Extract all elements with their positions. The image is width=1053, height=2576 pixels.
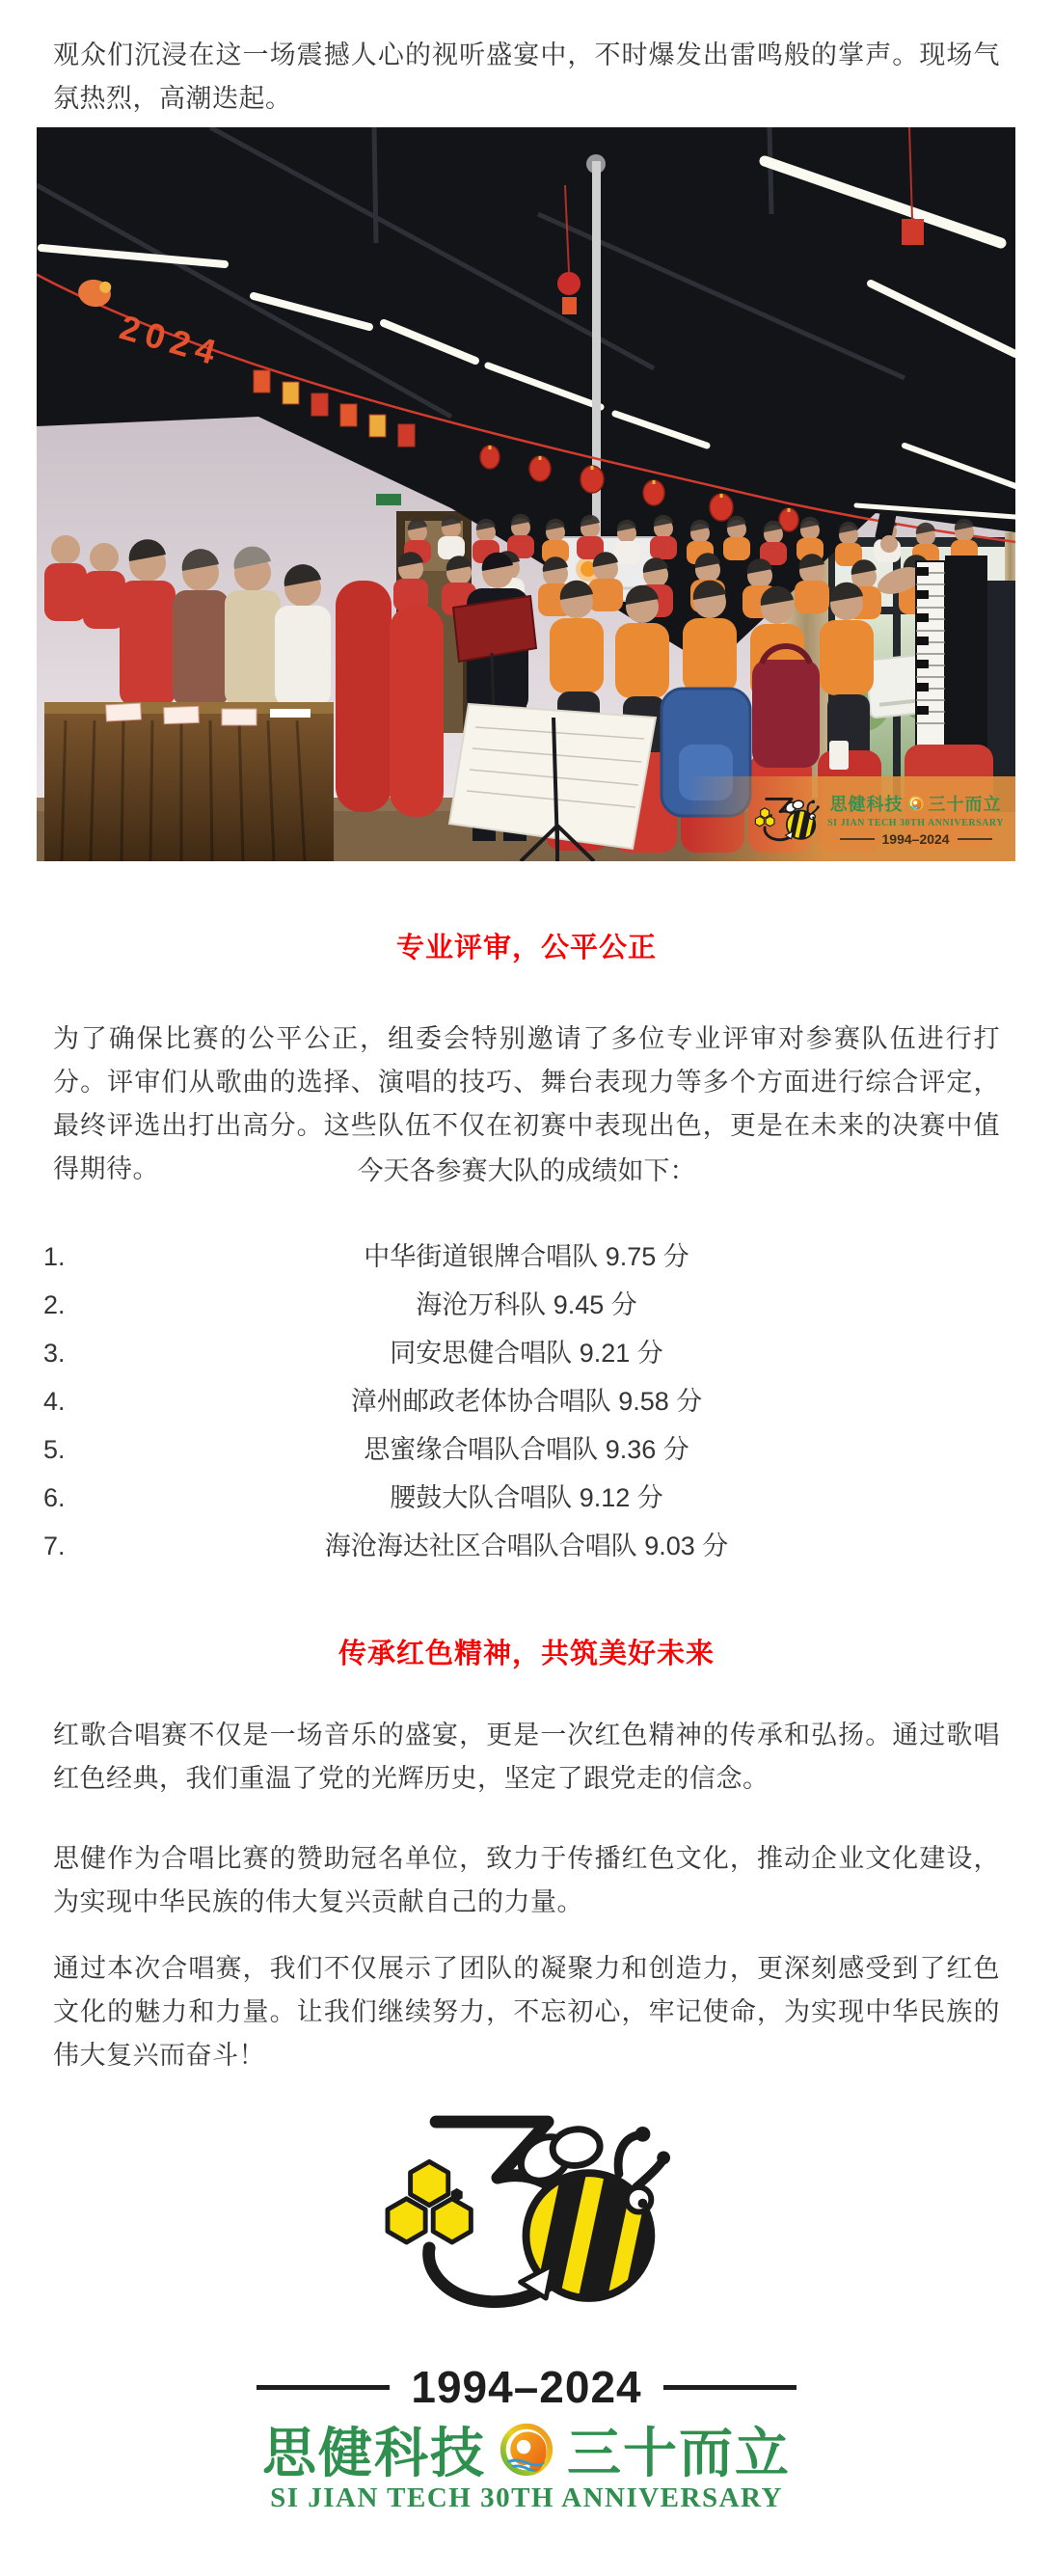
list-item-text: 海沧万科队 9.45 分: [416, 1290, 637, 1319]
red-chairs: [336, 581, 444, 817]
watermark-brand-en: SI JIAN TECH 30TH ANNIVERSARY: [827, 818, 1004, 828]
list-item-text: 同安思健合唱队 9.21 分: [390, 1339, 663, 1368]
banner-2024: 2024: [115, 307, 228, 374]
list-item-number: 3.: [43, 1339, 66, 1368]
list-item: [0, 1329, 1053, 1377]
rule-right: [958, 838, 992, 840]
list-item: [0, 1425, 1053, 1474]
rule-left: [256, 2385, 390, 2390]
paragraph-legacy: 红歌合唱赛不仅是一场音乐的盛宴，更是一次红色精神的传承和弘扬。通过歌唱红色经典，我们重温了党的光辉历史，坚定了跟党走的信念。: [53, 1721, 1000, 1793]
rule-left: [840, 838, 875, 840]
list-item: [0, 1281, 1053, 1329]
brand-line: [0, 2411, 1053, 2488]
list-item-number: 7.: [43, 1532, 66, 1560]
paragraph-applause: 观众们沉浸在这一场震撼人心的视听盛宴中，不时爆发出雷鸣般的掌声。现场气氛热烈，高潮迭起。: [53, 41, 1000, 113]
photo-watermark: [688, 776, 1015, 861]
list-item: [0, 1474, 1053, 1522]
paragraph-sponsor: 思健作为合唱比赛的赞助冠名单位，致力于传播红色文化，推动企业文化建设，为实现中华民族的伟大复兴贡献自己的力量。: [53, 1844, 1000, 1916]
bee-30-logo-small: [754, 796, 820, 843]
section-heading-legacy: 传承红色精神，共筑美好未来: [338, 1639, 715, 1670]
list-item-number: 4.: [43, 1387, 66, 1416]
list-item-text: 思蜜缘合唱队合唱队 9.36 分: [364, 1435, 689, 1464]
watermark-years: 1994–2024: [881, 831, 950, 847]
list-item: [0, 1233, 1053, 1281]
brand-cn-left: 思健科技: [262, 2423, 486, 2483]
event-photo[interactable]: [37, 127, 1015, 861]
sphere-icon: [908, 796, 924, 811]
paragraph-closing: 通过本次合唱赛，我们不仅展示了团队的凝聚力和创造力，更深刻感受到了红色文化的魅力和力量。让我们继续努力，不忘初心，牢记使命，为实现中华民族的伟大复兴而奋斗！: [53, 1954, 1000, 2070]
watermark-brand-cn-left: 思健科技: [829, 795, 904, 814]
sphere-icon: [499, 2422, 554, 2478]
watermark-brand-cn-right: 三十而立: [928, 795, 1002, 814]
exit-sign: [376, 494, 401, 505]
paragraph-judging: 为了确保比赛的公平公正，组委会特别邀请了多位专业评审对参赛队伍进行打分。评审们从歌曲的选择、演唱的技巧、舞台表现力等多个方面进行综合评定，最终评选出打出高分。这些队伍不仅在初赛中表现出色，更是在未来的决赛中值得期待。: [53, 1024, 1000, 1183]
list-item-number: 5.: [43, 1435, 66, 1464]
list-item-text: 漳州邮政老体协合唱队 9.58 分: [350, 1387, 703, 1416]
section-heading-judging: 专业评审，公平公正: [395, 933, 657, 964]
rule-right: [663, 2385, 796, 2390]
scores-intro: 今天各参赛大队的成绩如下：: [357, 1156, 696, 1185]
photo-scene: [37, 127, 1015, 861]
scores-list: [0, 1233, 1053, 1570]
brand-line-en: SI JIAN TECH 30TH ANNIVERSARY: [270, 2482, 783, 2513]
bee-30-logo: [382, 2107, 671, 2316]
list-item-text: 海沧海达社区合唱队合唱队 9.03 分: [324, 1532, 729, 1560]
brand-cn-right: 三十而立: [567, 2423, 791, 2483]
list-item-text: 中华街道银牌合唱队 9.75 分: [364, 1242, 689, 1271]
list-item-number: 2.: [43, 1290, 66, 1319]
list-item: [0, 1522, 1053, 1570]
anniversary-years: [0, 2361, 1053, 2413]
list-item-number: 1.: [43, 1242, 66, 1271]
years-text: 1994–2024: [411, 2362, 642, 2412]
list-item-text: 腰鼓大队合唱队 9.12 分: [390, 1483, 663, 1512]
list-item: [0, 1377, 1053, 1425]
list-item-number: 6.: [43, 1483, 66, 1512]
judges-table: [44, 702, 334, 861]
